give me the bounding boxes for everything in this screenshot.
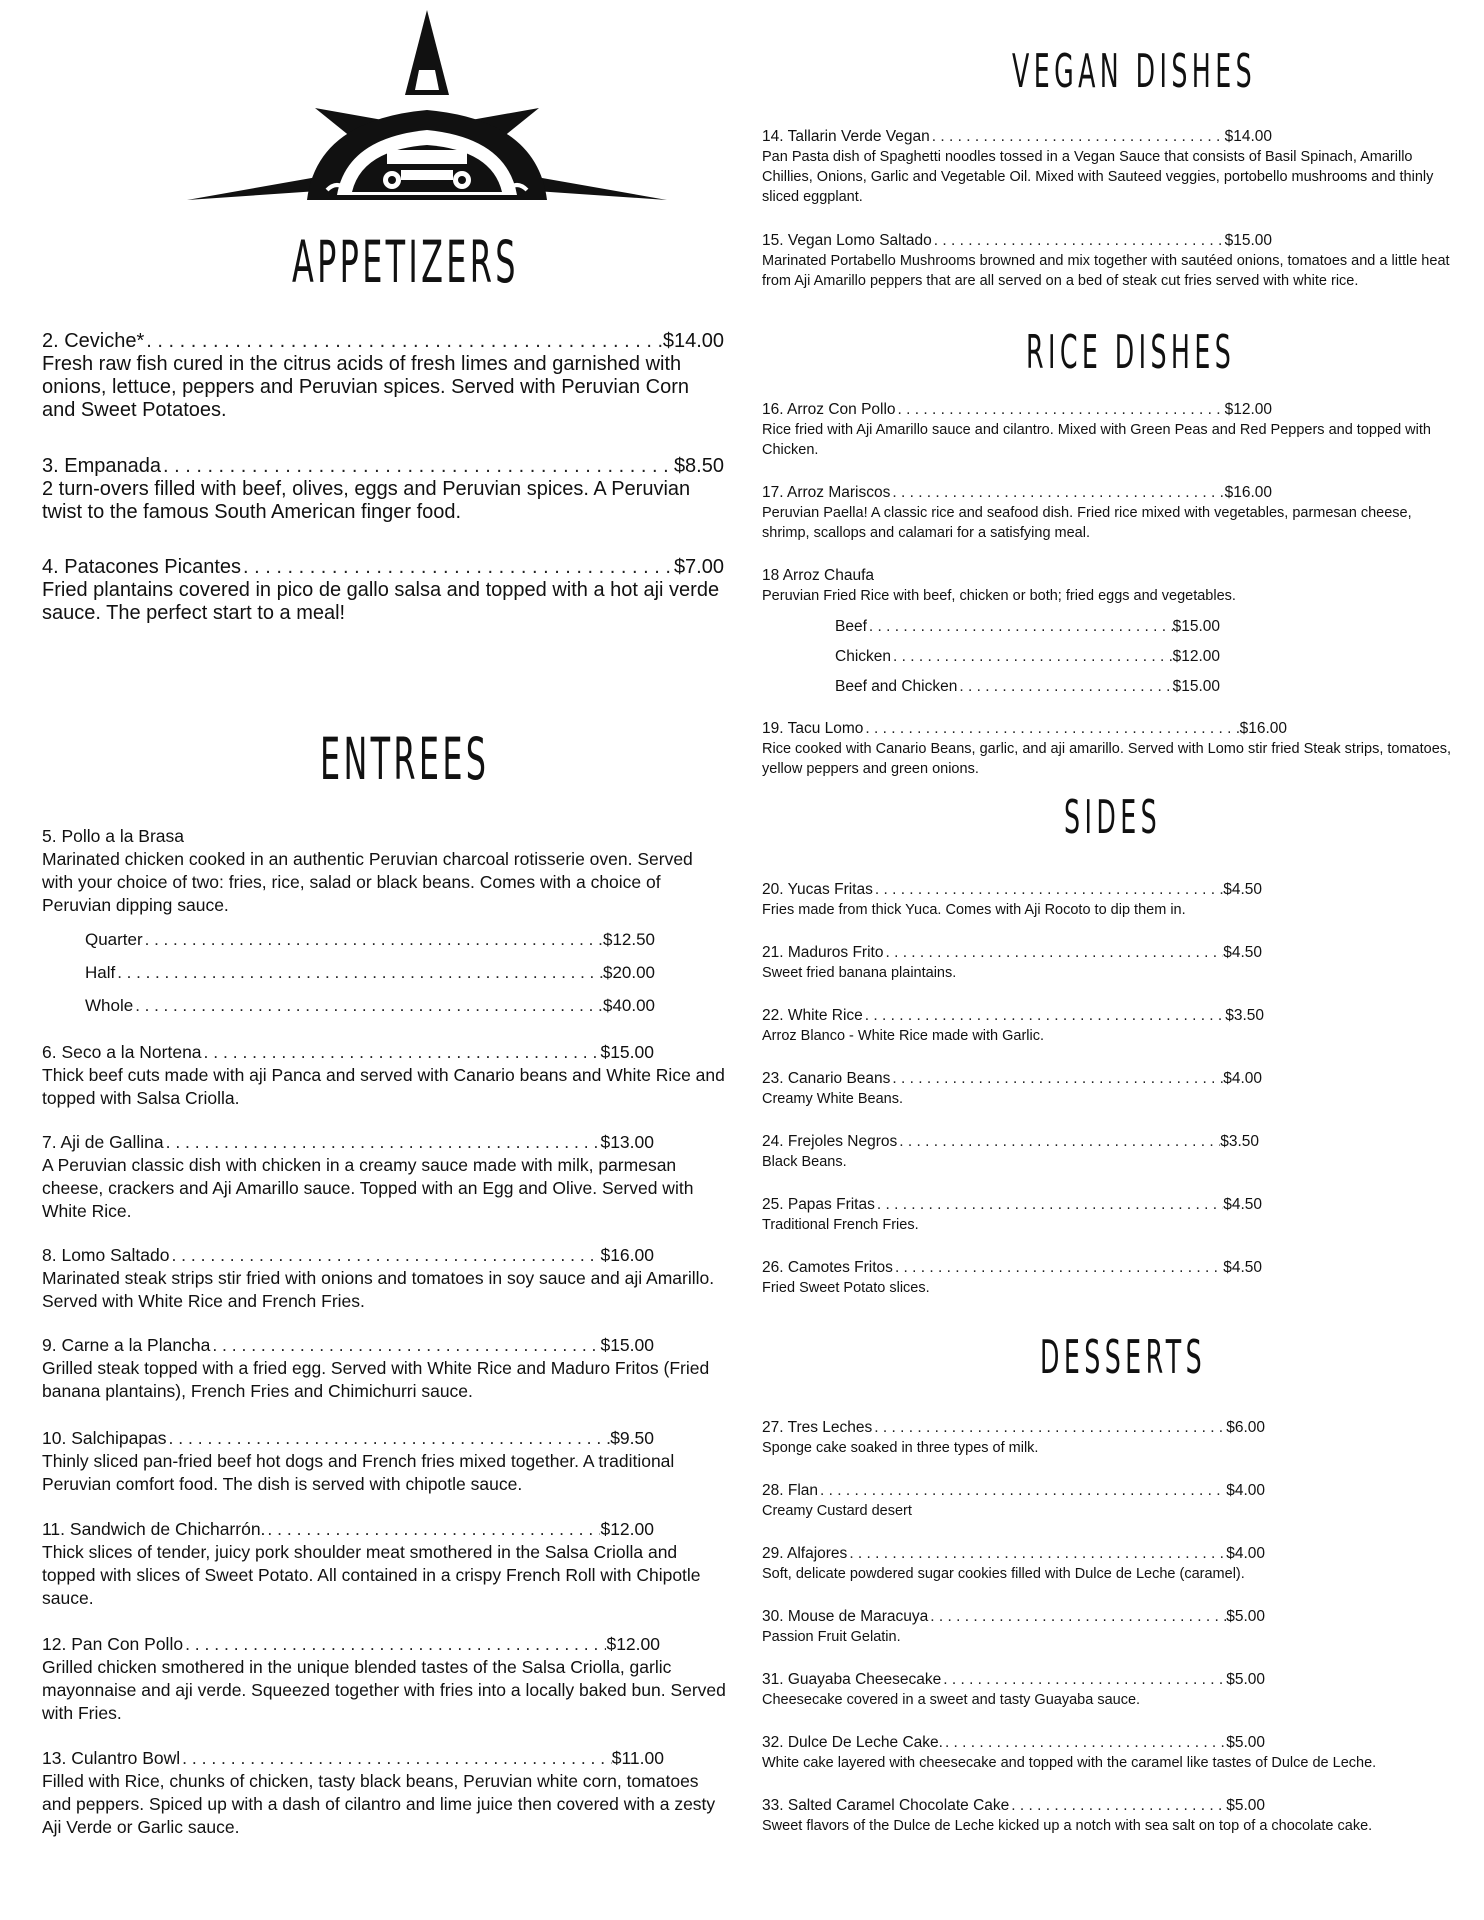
option-row [835, 647, 1220, 667]
item-description: Traditional French Fries. [762, 1217, 919, 1233]
item-name: 28. Flan [762, 1482, 819, 1499]
item-name: 26. Camotes Fritos [762, 1259, 893, 1276]
item-name: 24. Frejoles Negros [762, 1133, 898, 1150]
item-description: Marinated Portabello Mushrooms browned and mix together with sautéed onions, tomatoes and a little heat from Aji Amarillo peppers that are all served on a bed of steak cut fries served with white rice. [762, 253, 1450, 289]
item-description: Thick beef cuts made with aji Panca and served with Canario beans and White Rice and topped with Salsa Criolla. [42, 1065, 725, 1108]
vegan-heading: VEGAN DISHES [1012, 44, 1257, 98]
item-description: Pan Pasta dish of Spaghetti noodles tossed in a Vegan Sauce that consists of Basil Spinach, Amarillo Chillies, Onions, Garlic and Vegetable Oil. Mixed with Sauteed veggies, portobello mushrooms and thinly sliced eggplant. [762, 149, 1434, 205]
menu-item [762, 1607, 1462, 1647]
menu-item [42, 1633, 728, 1725]
item-name: 32. Dulce De Leche Cake. [762, 1734, 943, 1751]
menu-item [762, 880, 1462, 920]
item-name: 5. Pollo a la Brasa [42, 826, 185, 846]
menu-item [42, 1747, 728, 1839]
item-description: Thinly sliced pan-fried beef hot dogs and French fries mixed together. A traditional Peruvian comfort food. The dish is served with chipotle sauce. [42, 1451, 675, 1494]
rice-heading: RICE DISHES [1026, 325, 1236, 379]
item-name: 16. Arroz Con Pollo [762, 401, 896, 418]
item-price: $4.00 [1226, 1545, 1265, 1562]
item-price: $12.00 [1224, 401, 1272, 418]
sides-heading: SIDES [1064, 790, 1162, 844]
item-price: $5.00 [1226, 1734, 1265, 1751]
item-name: 14. Tallarin Verde Vegan [762, 128, 930, 145]
item-price: $4.00 [1226, 1482, 1265, 1499]
menu-item [762, 483, 1462, 543]
item-description: Sponge cake soaked in three types of milk. [762, 1440, 1039, 1456]
item-price: $12.00 [600, 1519, 654, 1539]
item-price: $15.00 [1224, 232, 1272, 249]
option-name: Whole [85, 996, 134, 1015]
item-name: 11. Sandwich de Chicharrón. [42, 1519, 266, 1539]
menu-item [42, 1131, 728, 1223]
menu-item [42, 1334, 728, 1403]
option-price: $15.00 [1172, 618, 1220, 635]
item-price: $5.00 [1226, 1608, 1265, 1625]
menu-item [762, 943, 1462, 983]
option-name: Beef [835, 618, 867, 635]
menu-item [762, 127, 1462, 207]
item-description: Grilled chicken smothered in the unique blended tastes of the Salsa Criolla, garlic mayonnaise and aji verde. Squeezed together with fries into a locally baked bun. Served with Fries. [42, 1657, 726, 1723]
menu-item [42, 330, 724, 422]
menu-item [762, 231, 1462, 291]
item-description: Fresh raw fish cured in the citrus acids of fresh limes and garnished with onions, lettuce, peppers and Peruvian spices. Served with Peruvian Corn and Sweet Potatoes. [42, 353, 690, 421]
item-price: $8.50 [673, 455, 724, 477]
item-description: Cheesecake covered in a sweet and tasty Guayaba sauce. [762, 1692, 1141, 1708]
item-price: $11.00 [611, 1748, 664, 1768]
item-price: $5.00 [1226, 1797, 1265, 1814]
item-name: 15. Vegan Lomo Saltado [762, 232, 932, 249]
item-name: 31. Guayaba Cheesecake [762, 1671, 942, 1688]
item-name: 23. Canario Beans [762, 1070, 891, 1087]
option-row [85, 961, 655, 984]
menu-item [762, 1544, 1462, 1584]
item-price: $4.00 [1223, 1070, 1262, 1087]
item-description: Grilled steak topped with a fried egg. Served with White Rice and Maduro Fritos (Fried banana plantains), French Fries and Chimichurri sauce. [42, 1358, 710, 1401]
appetizers-heading: APPETIZERS [292, 228, 519, 296]
item-description: Peruvian Fried Rice with beef, chicken or both; fried eggs and vegetables. [762, 588, 1236, 604]
menu-item [762, 1195, 1462, 1235]
item-description: Sweet flavors of the Dulce de Leche kicked up a notch with sea salt on top of a chocolate cake. [762, 1818, 1373, 1834]
item-price: $16.00 [1224, 484, 1272, 501]
item-price: $9.50 [610, 1428, 654, 1448]
option-price: $12.00 [1172, 648, 1220, 665]
item-price: $16.00 [600, 1245, 654, 1265]
option-name: Half [85, 963, 116, 982]
item-description: Sweet fried banana plaintains. [762, 965, 957, 981]
menu-item [762, 566, 1462, 606]
item-price: $6.00 [1226, 1419, 1265, 1436]
item-description: Thick slices of tender, juicy pork shoulder meat smothered in the Salsa Criolla and topped with slices of Sweet Potato. All contained in a crispy French Roll with Chipotle sauce. [42, 1542, 701, 1608]
item-description: Creamy Custard desert [762, 1503, 912, 1519]
menu-item [762, 1733, 1462, 1773]
item-price: $12.00 [606, 1634, 660, 1654]
item-name: 19. Tacu Lomo [762, 720, 864, 737]
item-description: Creamy White Beans. [762, 1091, 904, 1107]
menu-item [762, 400, 1462, 460]
item-name: 18 Arroz Chaufa [762, 567, 875, 584]
item-name: 22. White Rice [762, 1007, 863, 1024]
option-row [85, 994, 655, 1017]
menu-item [762, 1670, 1462, 1710]
item-description: Marinated chicken cooked in an authentic Peruvian charcoal rotisserie oven. Served with your choice of two: fries, rice, salad or black beans. Comes with a choice of Peruvian dipping sauce. [42, 849, 693, 915]
item-name: 3. Empanada [42, 455, 161, 477]
item-name: 27. Tres Leches [762, 1419, 873, 1436]
item-description: Soft, delicate powdered sugar cookies filled with Dulce de Leche (caramel). [762, 1566, 1245, 1582]
item-description: Marinated steak strips stir fried with onions and tomatoes in soy sauce and aji Amarillo. Served with White Rice and French Fries. [42, 1268, 715, 1311]
item-price: $3.50 [1225, 1007, 1264, 1024]
menu-item [42, 825, 724, 917]
desserts-heading: DESSERTS [1040, 1330, 1207, 1384]
menu-item [762, 1258, 1462, 1298]
item-name: 25. Papas Fritas [762, 1196, 875, 1213]
menu-item [42, 556, 724, 625]
item-name: 9. Carne a la Plancha [42, 1335, 211, 1355]
item-name: 2. Ceviche* [42, 330, 145, 352]
menu-item [762, 1418, 1462, 1458]
item-price: $4.50 [1223, 1259, 1262, 1276]
item-description: Fries made from thick Yuca. Comes with Aji Rocoto to dip them in. [762, 902, 1186, 918]
menu-item [762, 1069, 1462, 1109]
item-price: $4.50 [1223, 944, 1262, 961]
item-price: $13.00 [600, 1132, 654, 1152]
item-description: Peruvian Paella! A classic rice and seafood dish. Fried rice mixed with vegetables, parmesan cheese, shrimp, scallops and calamari for a satisfying meal. [762, 505, 1412, 541]
item-name: 8. Lomo Saltado [42, 1245, 170, 1265]
option-name: Chicken [835, 648, 891, 665]
item-description: White cake layered with cheesecake and topped with the caramel like tastes of Dulce de Leche. [762, 1755, 1377, 1771]
option-name: Beef and Chicken [835, 678, 958, 695]
item-price: $3.50 [1220, 1133, 1259, 1150]
item-description: Rice cooked with Canario Beans, garlic, and aji amarillo. Served with Lomo stir fried Steak strips, tomatoes, yellow peppers and green onions. [762, 741, 1452, 777]
item-description: Rice fried with Aji Amarillo sauce and cilantro. Mixed with Green Peas and Red Peppers and topped with Chicken. [762, 422, 1431, 458]
item-name: 10. Salchipapas [42, 1428, 167, 1448]
item-name: 7. Aji de Gallina [42, 1132, 164, 1152]
item-price: $5.00 [1226, 1671, 1265, 1688]
option-price: $15.00 [1172, 678, 1220, 695]
item-name: 20. Yucas Fritas [762, 881, 873, 898]
option-row [835, 677, 1220, 697]
menu-item [42, 1427, 728, 1496]
item-price: $14.00 [1224, 128, 1272, 145]
option-name: Quarter [85, 930, 143, 949]
item-price: $15.00 [600, 1335, 654, 1355]
item-description: Fried plantains covered in pico de gallo salsa and topped with a hot aji verde sauce. The perfect start to a meal! [42, 579, 720, 624]
item-name: 6. Seco a la Nortena [42, 1042, 202, 1062]
item-description: Fried Sweet Potato slices. [762, 1280, 930, 1296]
option-price: $20.00 [603, 963, 655, 982]
menu-item [762, 1796, 1462, 1836]
option-row [835, 617, 1220, 637]
item-price: $4.50 [1223, 1196, 1262, 1213]
item-name: 21. Maduros Frito [762, 944, 884, 961]
item-name: 12. Pan Con Pollo [42, 1634, 184, 1654]
menu-item [42, 1041, 728, 1110]
item-price: $14.00 [662, 330, 724, 352]
menu-item [42, 1244, 728, 1313]
menu-item [762, 1481, 1462, 1521]
option-row [85, 928, 655, 951]
item-name: 29. Alfajores [762, 1545, 848, 1562]
menu-item [762, 1006, 1462, 1046]
option-price: $12.50 [603, 930, 655, 949]
entrees-heading: ENTREES [320, 725, 490, 793]
item-price: $15.00 [600, 1042, 654, 1062]
menu-item [42, 1518, 728, 1610]
item-description: Arroz Blanco - White Rice made with Garlic. [762, 1028, 1045, 1044]
sun-logo-icon [187, 10, 667, 210]
item-price: $16.00 [1239, 720, 1287, 737]
item-description: 2 turn-overs filled with beef, olives, eggs and Peruvian spices. A Peruvian twist to the famous South American finger food. [42, 478, 691, 523]
item-name: 33. Salted Caramel Chocolate Cake [762, 1797, 1010, 1814]
menu-item [762, 1132, 1462, 1172]
item-description: Filled with Rice, chunks of chicken, tasty black beans, Peruvian white corn, tomatoes and peppers. Spiced up with a dash of cilantro and lime juice then covered with a zesty Aji Verde or Garlic sauce. [42, 1771, 716, 1837]
item-name: 4. Patacones Picantes [42, 556, 242, 578]
item-description: A Peruvian classic dish with chicken in a creamy sauce made with milk, parmesan cheese, crackers and Aji Amarillo sauce. Topped with an Egg and Olive. Served with White Rice. [42, 1155, 694, 1221]
item-name: 13. Culantro Bowl [42, 1748, 181, 1768]
item-description: Passion Fruit Gelatin. [762, 1629, 901, 1645]
item-description: Black Beans. [762, 1154, 847, 1170]
item-name: 17. Arroz Mariscos [762, 484, 891, 501]
item-price: $4.50 [1223, 881, 1262, 898]
item-name: 30. Mouse de Maracuya [762, 1608, 929, 1625]
menu-item [42, 455, 724, 524]
option-price: $40.00 [603, 996, 655, 1015]
item-price: $7.00 [673, 556, 724, 578]
menu-item [762, 719, 1462, 779]
